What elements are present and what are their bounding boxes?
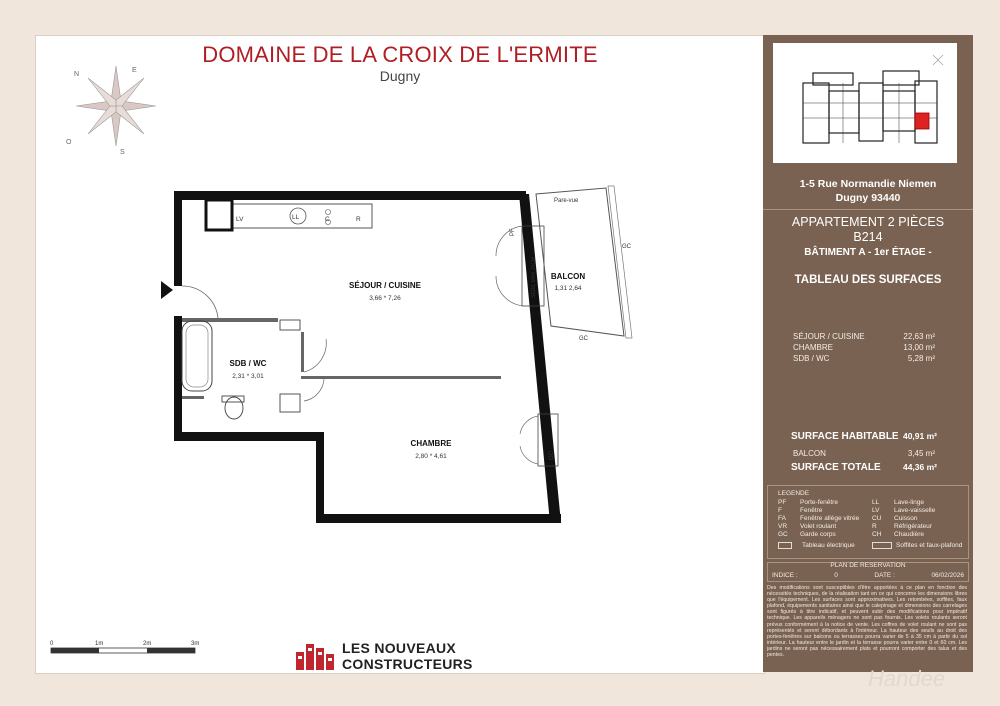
label-pf: PF [510,228,516,236]
room-sdb-name: SDB / WC [229,359,267,368]
room-balcon-name: BALCON [550,272,586,281]
apartment-info [763,215,973,260]
reservation-title: PLAN DE RESERVATION [830,562,906,569]
surface-habitable-label: SURFACE HABITABLE [791,431,899,442]
page-title: DOMAINE DE LA CROIX DE L'ERMITE [202,42,598,67]
wall-bottom-sdb [174,432,324,441]
floor-plan [36,36,764,673]
scale-2: 2m [143,641,152,647]
address-city: Dugny 93440 [835,192,901,204]
surface-balcon-value: 3,45 m² [907,449,935,458]
compass-s: S [120,149,125,156]
apartment-building: BÂTIMENT A - 1er ÉTAGE - [804,247,932,258]
legend-item: CU Cuisson [872,515,918,522]
indice-label: INDICE : [772,572,798,579]
legend [767,485,969,559]
legend-item: CH Chaudière [872,531,924,538]
surfaces-title: TABLEAU DES SURFACES [794,274,942,286]
sink [280,394,300,412]
apartment-lot: B214 [853,230,883,244]
label-gc-1: GC [622,244,631,250]
divider [763,209,973,210]
room-balcon-dims: 1,31 2,64 [554,285,582,292]
compass-o: O [66,139,72,146]
legend-item: LL Lave-linge [872,499,924,506]
surface-label: CHAMBRE [793,343,834,352]
surface-row [793,354,935,363]
surface-value: 22,63 m² [903,332,935,341]
surface-total-label: SURFACE TOTALE [791,462,881,473]
date-label: DATE : [874,572,895,579]
indice-value: 0 [834,572,838,579]
room-sejour-name: SÉJOUR / CUISINE [348,281,422,290]
address [763,177,973,205]
legend-item: R Réfrigérateur [872,523,932,530]
electric-panel-icon [778,542,792,549]
date-value: 06/02/2026 [931,572,964,579]
surface-balcon-label: BALCON [793,449,826,458]
label-lv: LV [236,216,244,223]
label-seuil: SEUIL MAX 20CM [531,256,537,298]
bathtub [182,321,212,391]
legend-item: F Fenêtre [778,507,823,514]
brand-logo-icon [294,638,338,672]
room-chambre-dims: 2,80 * 4,61 [415,453,447,460]
legend-item: GC Garde corps [778,531,836,538]
surface-label: SÉJOUR / CUISINE [793,332,865,341]
page-subtitle: Dugny [379,68,421,84]
key-plan [773,43,957,163]
reservation-box [767,562,969,582]
room-sejour-dims: 3,66 * 7,26 [369,295,401,302]
surface-value: 13,00 m² [903,343,935,352]
compass-e: E [132,67,137,74]
disclaimer: Des modifications sont susceptibles d'être apportées à ce plan en fonction des nécessités techniques, de la réalisation tant en ce qui concerne les dimensions libres que l'équipement. Les surfaces sont approximatives. Les retombées, soffites, faux plafond, équipements sanitaires ainsi que le calepinage et dimensions des carrelages sont figurés à titre indicatif, et peuvent subir des modifications pour impératif technique. Les appareils ménagers ne sont pas fournis. Les volets roulants seront prévus conformément à la notice de vente. Les coffres de volet roulant ne sont pas représentés et seront débordants à l'intérieur. La hauteur des seuils au droit des portes-fenêtres sur balcons ou terrasses pourra varier de 5 à 35 cm à partir du sol intérieur. La hauteur entre le jardin et la terrasse pourra varier entre 0 et 60 cm. Les jardins ne seront pas nécessairement plats et pourront comporter des talus et des pentes. [767,585,967,659]
brand-logo [294,634,524,674]
surface-habitable-value: 40,91 m² [902,431,937,441]
wall-chambre-left [316,432,324,522]
legend-item: LV Lave-vaisselle [872,507,936,514]
legend-item-soffites: Soffites et faux-plafond [872,542,962,549]
address-street: 1-5 Rue Normandie Niemen [799,178,937,190]
label-pare-vue: Pare-vue [554,198,579,204]
key-plan-highlight [915,113,929,129]
surface-total [791,462,937,473]
legend-item-elec: Tableau électrique [778,542,855,549]
surface-label: SDB / WC [793,354,830,363]
brand-line-1: LES NOUVEAUX [342,640,457,656]
wall-bottom [316,514,561,523]
brand-line-2: CONSTRUCTEURS [342,656,473,672]
wall-left-lower [174,316,182,441]
scale-bar [50,636,240,666]
wall-left-upper [174,191,182,286]
apartment-type: APPARTEMENT 2 PIÈCES [791,215,945,229]
legend-item: FA Fenêtre allège vitrée [778,515,860,522]
surface-row [793,332,935,341]
svg-text:GC: GC [549,451,555,460]
soffite-icon [872,542,892,549]
legend-title: LEGENDE [778,490,810,497]
room-sdb-dims: 2,31 * 3,01 [232,373,264,380]
info-sidebar [763,35,973,672]
legend-item: PF Porte-fenêtre [778,499,838,506]
label-gc-2: GC [579,336,588,342]
scale-3: 3m [191,641,200,647]
surface-balcon [793,449,935,458]
scale-1: 1m [95,641,104,647]
surface-value: 5,28 m² [907,354,935,363]
room-chambre-name: CHAMBRE [410,439,452,448]
legend-item: VR Volet roulant [778,523,837,530]
scale-0: 0 [50,641,54,647]
label-ll: LL [292,214,300,221]
label-r: R [356,216,361,223]
surface-total-value: 44,36 m² [902,462,937,472]
watermark: Handee [868,666,946,691]
wall-facade [519,194,561,523]
label-c: C [325,216,330,223]
toilet [225,397,243,419]
surface-row [793,343,935,352]
compass-n: N [74,71,80,78]
surface-habitable [791,431,937,442]
plan-sheet [35,35,765,674]
entry-arrow-icon [161,281,173,299]
kitchen-counter [232,204,372,228]
